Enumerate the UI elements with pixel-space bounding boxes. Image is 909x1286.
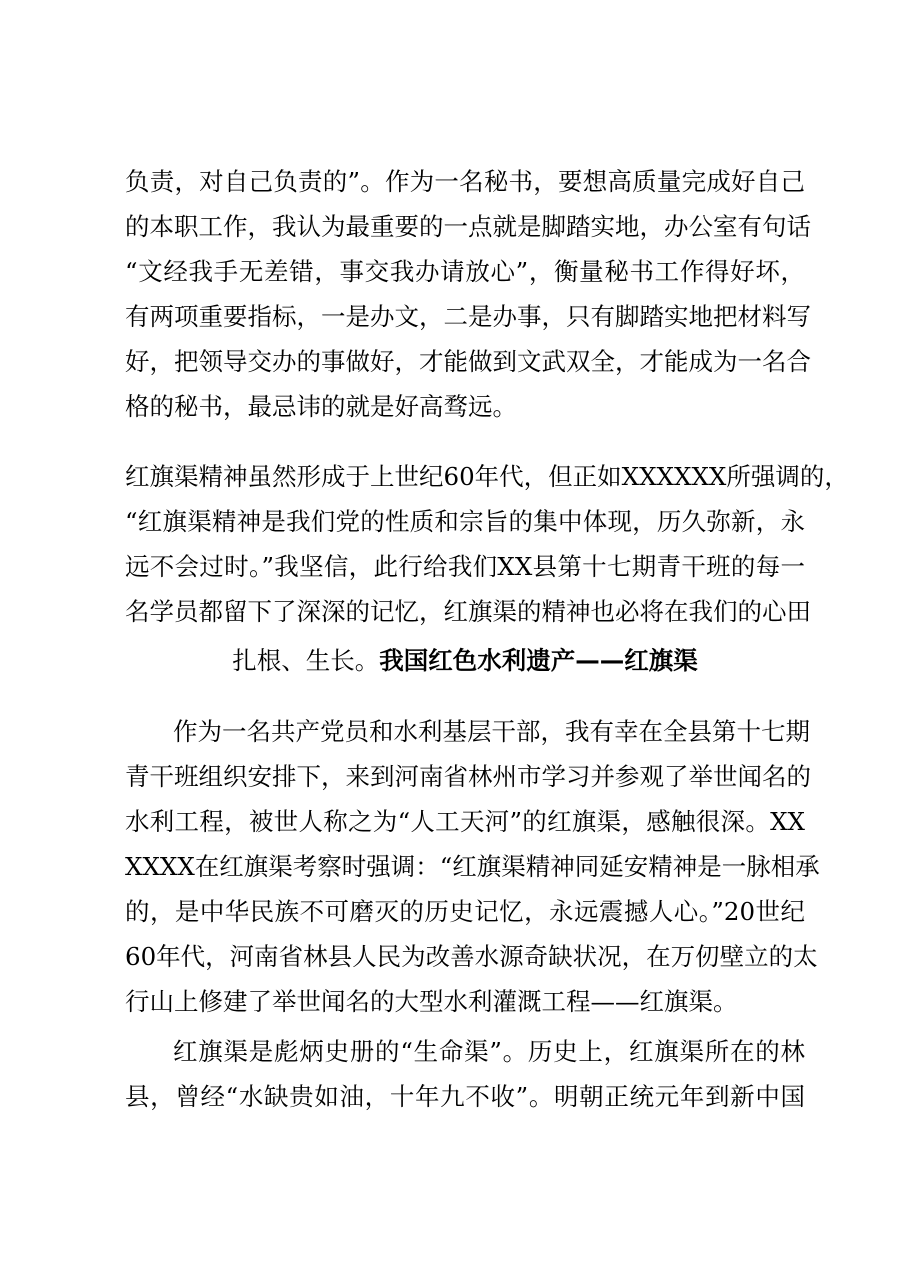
paragraph-3-line-5: 的，是中华民族不可磨灭的历史记忆，永远震撼人心。”20世纪 (125, 897, 805, 926)
paragraph-1-line-5: 好，把领导交办的事做好，才能做到文武双全，才能成为一名合 (125, 347, 811, 376)
paragraph-1-line-1: 负责，对自己负责的”。作为一名秘书，要想高质量完成好自己 (125, 167, 805, 196)
paragraph-1-line-2: 的本职工作，我认为最重要的一点就是脚踏实地，办公室有句话 (125, 212, 811, 241)
paragraph-2-line-1: 红旗渠精神虽然形成于上世纪60年代，但正如XXXXXX所强调的， (125, 462, 849, 491)
paragraph-2-line-2: “红旗渠精神是我们党的性质和宗旨的集中体现，历久弥新，永 (125, 507, 805, 536)
paragraph-2-tail: 扎根、生长。 (232, 646, 380, 675)
paragraph-3-line-6: 60年代，河南省林县人民为改善水源奇缺状况，在万仞壁立的太 (125, 942, 818, 971)
paragraph-3-line-7: 行山上修建了举世闻名的大型水利灌溉工程——红旗渠。 (125, 987, 738, 1016)
paragraph-3-line-3: 水利工程，被世人称之为“人工天河”的红旗渠，感触很深。XX (125, 807, 805, 836)
paragraph-3-line-2: 青干班组织安排下，来到河南省林州市学习并参观了举世闻名的 (125, 762, 811, 791)
paragraph-4-line-1: 红旗渠是彪炳史册的“生命渠”。历史上，红旗渠所在的林 (173, 1037, 805, 1066)
section-heading: 我国红色水利遗产——红旗渠 (379, 646, 698, 675)
heading-line (125, 645, 805, 677)
paragraph-2-line-3: 远不会过时。”我坚信，此行给我们XX县第十七期青干班的每一 (125, 552, 805, 581)
paragraph-2-line-4: 名学员都留下了深深的记忆，红旗渠的精神也必将在我们的心田 (125, 597, 811, 626)
paragraph-1-line-4: 有两项重要指标，一是办文，二是办事，只有脚踏实地把材料写 (125, 302, 811, 331)
paragraph-3-line-1: 作为一名共产党员和水利基层干部，我有幸在全县第十七期 (173, 717, 810, 746)
paragraph-4-line-2: 县，曾经“水缺贵如油，十年九不收”。明朝正统元年到新中国 (125, 1082, 805, 1111)
paragraph-3-line-4: XXXX在红旗渠考察时强调：“红旗渠精神同延安精神是一脉相承 (125, 852, 820, 881)
paragraph-1-line-3: “文经我手无差错，事交我办请放心”，衡量秘书工作得好坏， (125, 257, 805, 286)
paragraph-1-line-6: 格的秘书，最忌讳的就是好高骛远。 (125, 392, 517, 421)
